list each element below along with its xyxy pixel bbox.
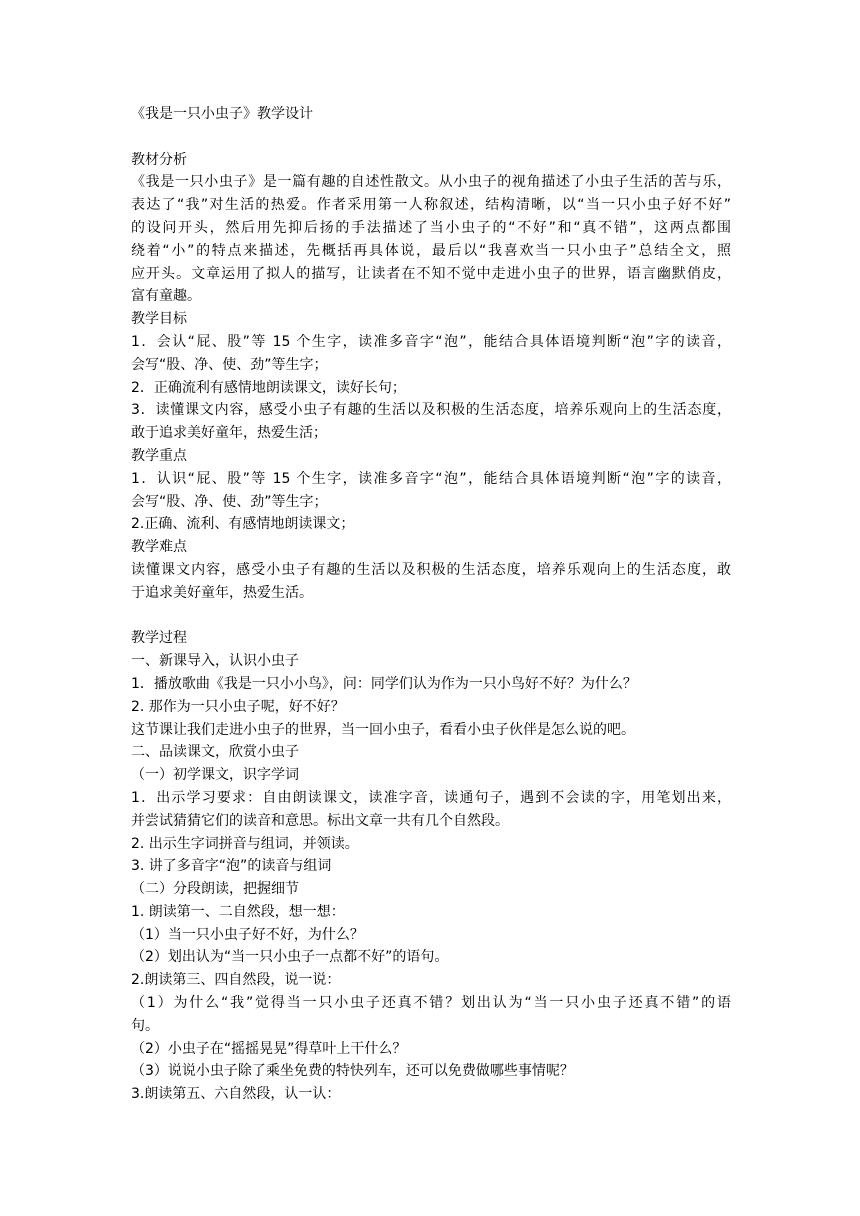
key-points-line: 会写“股、净、使、劲”等生字； [131, 493, 328, 510]
process-line: 二、品读课文，欣赏小虫子 [131, 744, 299, 761]
key-points-line: 1．认识“屁、股”等 15 个生字，读准多音字“泡”，能结合具体语境判断“泡”字的读音， [131, 470, 731, 487]
section-heading-process: 教学过程 [131, 630, 187, 647]
analysis-line: 绕着“小”的特点来描述，先概括再具体说，最后以“我喜欢当一只小虫子”总结全文，照 [131, 242, 731, 259]
goals-line: 2．正确流利有感情地朗读课文，读好长句； [131, 379, 406, 396]
blank-line [131, 605, 731, 628]
process-line: 1．出示学习要求：自由朗读课文，读准字音，读通句子，遇到不会读的字，用笔划出来， [131, 789, 731, 806]
key-points-line: 2.正确、流利、有感情地朗读课文； [131, 516, 355, 533]
process-line: （一）初学课文，识字学词 [131, 767, 299, 784]
analysis-line: 富有童趣。 [131, 288, 201, 305]
analysis-line: 《我是一只小虫子》是一篇有趣的自述性散文。从小虫子的视角描述了小虫子生活的苦与乐， [131, 174, 731, 191]
blank-line [131, 126, 731, 149]
process-line: 这节课让我们走进小虫子的世界，当一回小虫子，看看小虫子伙伴是怎么说的吧。 [131, 721, 635, 738]
process-line: 2. 那作为一只小虫子呢，好不好？ [131, 698, 345, 715]
goals-line: 3．读懂课文内容，感受小虫子有趣的生活以及积极的生活态度，培养乐观向上的生活态度， [131, 402, 731, 419]
difficulties-line: 读懂课文内容，感受小虫子有趣的生活以及积极的生活态度，培养乐观向上的生活态度，敢 [131, 561, 731, 578]
document-body [131, 103, 731, 1106]
section-heading-difficulties: 教学难点 [131, 539, 187, 556]
section-heading-analysis: 教材分析 [131, 151, 187, 168]
process-line: （2）小虫子在“摇摇晃晃”得草叶上干什么？ [131, 1040, 407, 1057]
analysis-line: 的设问开头，然后用先抑后扬的手法描述了当小虫子的“不好”和“真不错”，这两点都围 [131, 219, 731, 236]
process-line: 3. 讲了多音字“泡”的读音与组词 [131, 858, 332, 875]
process-line: 2. 出示生字词拼音与组词，并领读。 [131, 835, 359, 852]
goals-line: 会写“股、净、使、劲”等生字； [131, 356, 328, 373]
goals-line: 1．会认“屁、股”等 15 个生字，读准多音字“泡”，能结合具体语境判断“泡”字的读音， [131, 333, 731, 350]
process-line: （1）当一只小虫子好不好，为什么？ [131, 926, 364, 943]
analysis-line: 应开头。文章运用了拟人的描写，让读者在不知不觉中走进小虫子的世界，语言幽默俏皮， [131, 265, 731, 282]
analysis-line: 表达了“我”对生活的热爱。作者采用第一人称叙述，结构清晰，以“当一只小虫子好不好” [131, 197, 731, 214]
process-line: 一、新课导入，认识小虫子 [131, 653, 299, 670]
section-heading-key-points: 教学重点 [131, 447, 187, 464]
process-line: 2.朗读第三、四自然段，说一说： [131, 972, 341, 989]
process-line: （二）分段朗读，把握细节 [131, 881, 299, 898]
section-heading-goals: 教学目标 [131, 311, 187, 328]
process-line: 1．播放歌曲《我是一只小小鸟》，问：同学们认为作为一只小鸟好不好？为什么？ [131, 675, 637, 692]
process-line: 并尝试猜猜它们的读音和意思。标出文章一共有几个自然段。 [131, 812, 509, 829]
process-line: 1. 朗读第一、二自然段，想一想： [131, 903, 345, 920]
goals-line: 敢于追求美好童年，热爱生活； [131, 425, 327, 442]
process-line: 3.朗读第五、六自然段，认一认： [131, 1086, 341, 1103]
difficulties-line: 于追求美好童年，热爱生活。 [131, 584, 313, 601]
process-line: （2）划出认为“当一只小虫子一点都不好”的语句。 [131, 949, 449, 966]
process-line: （1）为什么“我”觉得当一只小虫子还真不错？划出认为“当一只小虫子还真不错”的语 [131, 995, 731, 1012]
process-line: 句。 [131, 1017, 159, 1034]
document-title: 《我是一只小虫子》教学设计 [131, 106, 313, 122]
process-line: （3）说说小虫子除了乘坐免费的特快列车，还可以免费做哪些事情呢？ [131, 1063, 574, 1080]
